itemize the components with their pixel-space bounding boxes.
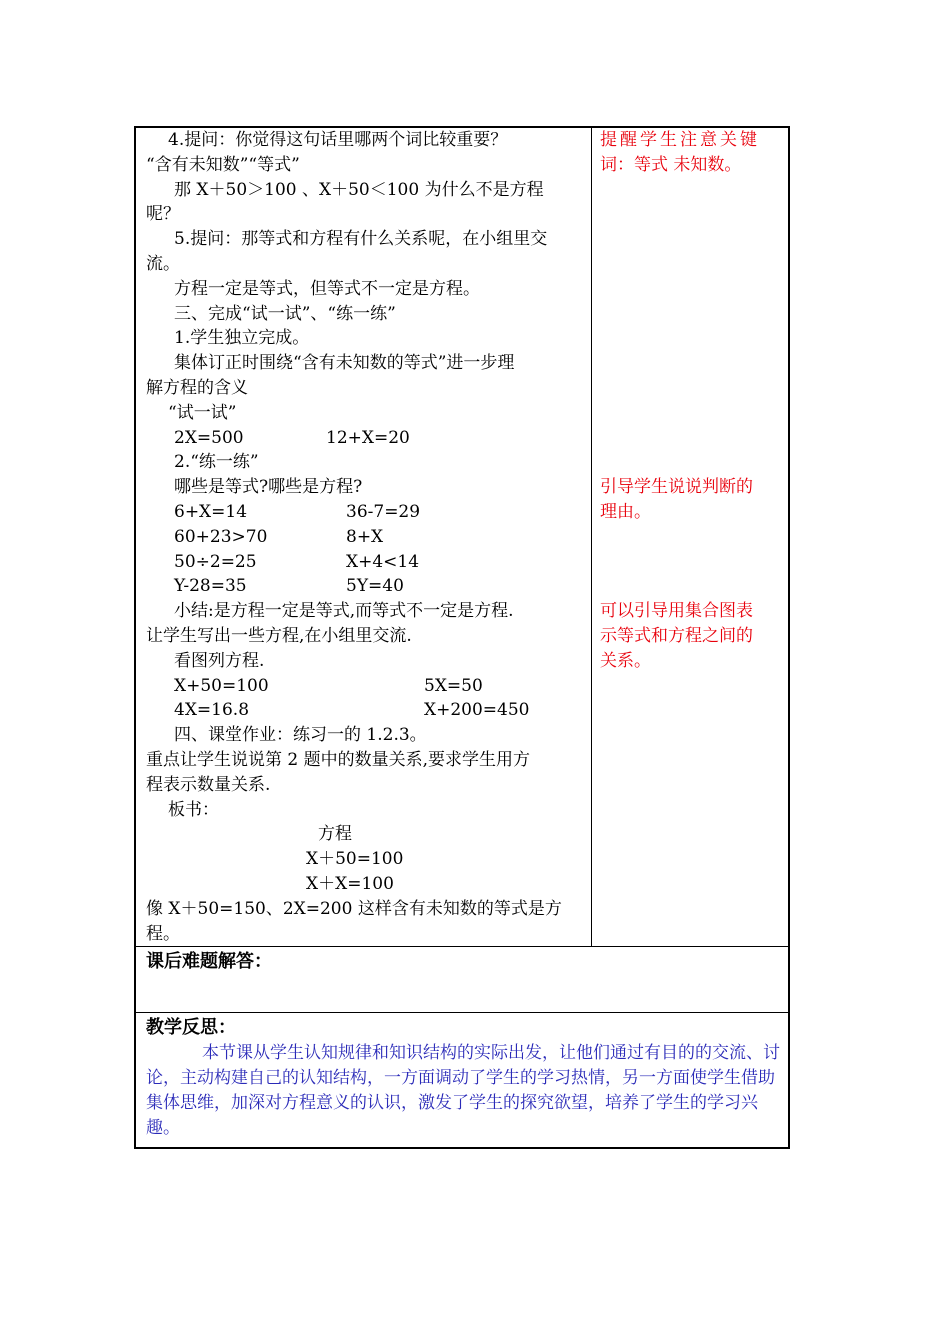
- teacher-note: [600, 128, 782, 178]
- text-line: 四、课堂作业：练习一的 1.2.3。: [174, 725, 427, 746]
- text-line: 看图列方程.: [174, 650, 265, 671]
- equation: 4X=16.8: [174, 700, 250, 721]
- text-line: 像 X＋50=150、2X=200 这样含有未知数的等式是方: [146, 898, 562, 919]
- equation-pair: [146, 574, 585, 599]
- text-line: 小结:是方程一定是等式,而等式不一定是方程.: [174, 601, 514, 622]
- lesson-table: [134, 126, 790, 1149]
- after-class-title: 课后难题解答：: [146, 951, 272, 973]
- text-line: 程表示数量关系.: [146, 774, 271, 795]
- note-line: 关系。: [600, 650, 651, 671]
- teaching-process-column: [136, 128, 592, 946]
- equation-pair: [146, 500, 585, 525]
- text-line: 1.学生独立完成。: [174, 328, 310, 349]
- equation: X+200=450: [424, 700, 530, 721]
- note-line: 词：等式 未知数。: [600, 154, 742, 175]
- equation: 2X=500: [174, 427, 244, 448]
- equation: Y-28=35: [174, 576, 247, 597]
- text-line: 2.“练一练”: [174, 452, 259, 473]
- note-line: 理由。: [600, 501, 651, 522]
- equation: X+4<14: [346, 551, 420, 572]
- equation-pair: [146, 426, 585, 451]
- process-row: [136, 128, 788, 947]
- after-class-row: [136, 947, 788, 1013]
- note-line: 示等式和方程之间的: [600, 625, 753, 646]
- text-line: 方程一定是等式，但等式不一定是方程。: [174, 278, 480, 299]
- note-line: 可以引导用集合图表: [600, 601, 753, 621]
- equation-pair: [146, 525, 585, 550]
- reflection-row: [136, 1013, 788, 1147]
- equation: 60+23>70: [174, 526, 268, 547]
- text-line: 4.提问：你觉得这句话里哪两个词比较重要？: [168, 130, 508, 150]
- equation: 12+X=20: [326, 427, 410, 448]
- text-line: 解方程的含义: [146, 377, 248, 398]
- equation-pair: [146, 550, 585, 575]
- equation: 36-7=29: [346, 501, 421, 522]
- notes-column: [592, 128, 788, 946]
- reflection-title: 教学反思：: [146, 1017, 236, 1039]
- equation: 50÷2=25: [174, 551, 257, 572]
- board-equation: X＋X=100: [306, 873, 394, 894]
- text-line: 那 X＋50＞100 、X＋50＜100 为什么不是方程: [174, 179, 544, 200]
- equation-pair: [146, 698, 585, 723]
- text-line: “试一试”: [168, 402, 237, 423]
- text-line: 重点让学生说说第 2 题中的数量关系,要求学生用方: [146, 749, 531, 770]
- equation: X+50=100: [174, 675, 269, 696]
- board-title: 方程: [318, 824, 352, 845]
- note-line: 引导学生说说判断的: [600, 477, 753, 497]
- text-line: 三、完成“试一试”、“练一练”: [174, 303, 396, 324]
- note-line: 提醒学生注意关键: [600, 130, 760, 150]
- teacher-note: [600, 599, 782, 673]
- equation-pair: [146, 674, 585, 699]
- text-line: 让学生写出一些方程,在小组里交流.: [146, 625, 412, 646]
- text-line: 板书：: [168, 799, 219, 820]
- text-line: 哪些是等式?哪些是方程?: [174, 477, 363, 498]
- equation: 6+X=14: [174, 501, 248, 522]
- reflection-text: 本节课从学生认知规律和知识结构的实际出发，让他们通过有目的的交流、讨论，主动构建自己的认知结构，一方面调动了学生的学习热情，另一方面使学生借助集体思维，加深对方程意义的认识，激发了学生的探究欲望，培养了学生的学习兴趣。: [146, 1043, 780, 1139]
- text-line: 程。: [146, 923, 180, 944]
- equation: 8+X: [346, 526, 384, 547]
- teacher-note: [600, 475, 782, 525]
- board-equation: X＋50=100: [306, 849, 404, 870]
- text-line: 5.提问：那等式和方程有什么关系呢，在小组里交: [174, 229, 548, 250]
- equation: 5X=50: [424, 675, 483, 696]
- text-line: 集体订正时围绕“含有未知数的等式”进一步理: [174, 353, 515, 374]
- text-line: “含有未知数”“等式”: [146, 154, 300, 175]
- equation: 5Y=40: [346, 576, 404, 597]
- text-line: 流。: [146, 253, 180, 274]
- text-line: 呢？: [146, 204, 180, 225]
